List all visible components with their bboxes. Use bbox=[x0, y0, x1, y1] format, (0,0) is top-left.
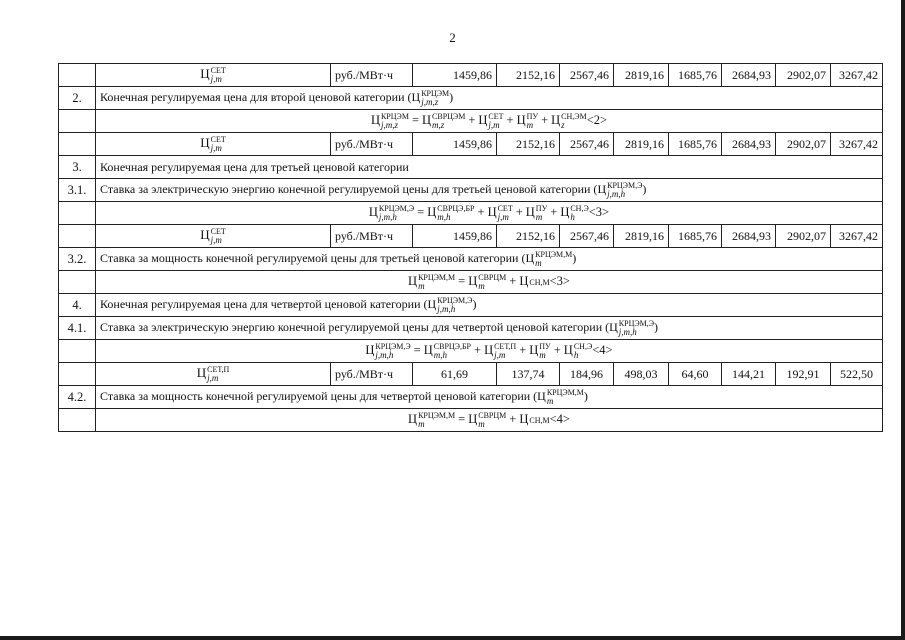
math-symbol bbox=[526, 204, 547, 222]
table-row bbox=[59, 179, 883, 202]
plus-sign: + bbox=[474, 342, 482, 357]
symbol-cell bbox=[96, 363, 331, 386]
symbol-superscript: СВРЦЭМ bbox=[432, 112, 466, 121]
section-title-cell bbox=[96, 87, 883, 110]
symbol-subscript: z bbox=[561, 120, 565, 130]
row-number-cell bbox=[59, 110, 96, 133]
price-value-cell: 2819,16 bbox=[614, 133, 669, 156]
symbol-base: Ц bbox=[519, 273, 529, 288]
row-number-cell: 3. bbox=[59, 156, 96, 179]
symbol-indices bbox=[529, 416, 549, 425]
symbol-cell bbox=[96, 225, 331, 248]
row-number-cell: 3.1. bbox=[59, 179, 96, 202]
plus-sign: + bbox=[553, 342, 561, 357]
symbol-superscript: КРЦЭМ,М bbox=[418, 273, 456, 282]
section-title-text: Конечная регулируемая цена для третьей ценовой категории bbox=[100, 159, 409, 174]
symbol-base: Ц bbox=[478, 112, 488, 127]
table-row bbox=[59, 64, 883, 87]
math-symbol bbox=[551, 112, 587, 130]
symbol-cell bbox=[96, 64, 331, 87]
unit-cell: руб./МВт·ч bbox=[331, 363, 413, 386]
price-value-cell: 2902,07 bbox=[776, 133, 831, 156]
table-row bbox=[59, 87, 883, 110]
symbol-subscript: j,m,h bbox=[618, 327, 637, 337]
symbol-base: Ц bbox=[200, 134, 210, 150]
math-symbol bbox=[369, 204, 414, 222]
symbol-base: Ц bbox=[525, 204, 535, 219]
formula-reference: <4> bbox=[592, 342, 613, 357]
symbol-indices bbox=[527, 112, 538, 130]
price-value-cell: 498,03 bbox=[614, 363, 669, 386]
price-value-cell: 2567,46 bbox=[560, 225, 614, 248]
section-title-text: Ставка за мощность конечной регулируемой цены для третьей ценовой категории ( bbox=[100, 250, 526, 265]
math-symbol bbox=[408, 273, 455, 291]
symbol-subscript: j,m,h bbox=[378, 212, 397, 222]
symbol-superscript: КРЦЭМ,Э bbox=[607, 181, 643, 190]
table-row bbox=[59, 202, 883, 225]
symbol-indices bbox=[211, 227, 226, 245]
symbol-base: Ц bbox=[411, 89, 421, 104]
symbol-superscript: КРЦЭМ,М bbox=[418, 411, 456, 420]
plus-sign: + bbox=[477, 204, 485, 219]
symbol-superscript: СВРЦМ bbox=[478, 273, 507, 282]
symbol-superscript: ПУ bbox=[539, 342, 551, 351]
price-value-cell: 2152,16 bbox=[497, 64, 560, 87]
symbol-superscript: СЕТ bbox=[210, 66, 226, 75]
symbol-indices bbox=[607, 181, 642, 199]
symbol-subscript: j,m,z bbox=[421, 97, 439, 107]
symbol-base: Ц bbox=[368, 204, 378, 219]
symbol-base: Ц bbox=[525, 250, 535, 265]
formula-reference: <3> bbox=[588, 204, 610, 219]
math-symbol bbox=[200, 227, 226, 245]
equals-sign: = bbox=[458, 273, 466, 288]
table-row bbox=[59, 294, 883, 317]
plus-sign: + bbox=[541, 112, 549, 127]
symbol-base: Ц bbox=[519, 411, 529, 426]
symbol-indices bbox=[561, 112, 587, 130]
symbol-subscript: m bbox=[478, 419, 485, 429]
formula-cell bbox=[96, 202, 883, 225]
symbol-superscript: СН,ЭМ bbox=[561, 112, 587, 121]
symbol-subscript: j,m bbox=[494, 350, 506, 360]
row-number-cell bbox=[59, 202, 96, 225]
symbol-indices bbox=[536, 204, 547, 222]
row-number-cell bbox=[59, 340, 96, 363]
symbol-base: Ц bbox=[484, 342, 494, 357]
symbol-subscript: j,m bbox=[210, 235, 222, 245]
unit-cell: руб./МВт·ч bbox=[331, 133, 413, 156]
formula-reference: <3> bbox=[549, 273, 570, 288]
price-value-cell: 2819,16 bbox=[614, 225, 669, 248]
symbol-superscript: СЕТ bbox=[497, 204, 513, 213]
price-value-cell: 3267,42 bbox=[831, 64, 883, 87]
symbol-base: Ц bbox=[468, 273, 478, 288]
row-number-cell: 4. bbox=[59, 294, 96, 317]
formula-cell bbox=[96, 110, 883, 133]
math-symbol bbox=[424, 342, 471, 360]
symbol-base: Ц bbox=[200, 226, 210, 242]
symbol-subscript: h bbox=[573, 350, 579, 360]
symbol-base: Ц bbox=[529, 342, 539, 357]
math-symbol bbox=[371, 112, 409, 130]
row-number-cell bbox=[59, 271, 96, 294]
symbol-indices bbox=[207, 365, 229, 383]
price-value-cell: 137,74 bbox=[497, 363, 560, 386]
price-value-cell: 3267,42 bbox=[831, 225, 883, 248]
table-row bbox=[59, 156, 883, 179]
symbol-subscript: m bbox=[546, 396, 554, 406]
symbol-base: Ц bbox=[423, 342, 433, 357]
symbol-subscript: m bbox=[418, 281, 425, 291]
symbol-indices bbox=[547, 388, 584, 406]
math-symbol bbox=[560, 204, 588, 222]
section-title-cell bbox=[96, 386, 883, 409]
symbol-base: Ц bbox=[427, 296, 437, 311]
row-number-cell: 4.1. bbox=[59, 317, 96, 340]
math-symbol bbox=[525, 250, 572, 268]
row-number-cell: 3.2. bbox=[59, 248, 96, 271]
symbol-base: Ц bbox=[427, 204, 437, 219]
symbol-superscript: КРЦЭМ,Э bbox=[437, 296, 473, 305]
symbol-superscript: КРЦЭМ bbox=[421, 89, 450, 98]
symbol-indices bbox=[619, 319, 654, 337]
equals-sign: = bbox=[458, 411, 466, 426]
symbol-indices bbox=[437, 296, 472, 314]
table-row bbox=[59, 386, 883, 409]
price-value-cell: 184,96 bbox=[560, 363, 614, 386]
section-title-tail: ) bbox=[654, 319, 659, 334]
table-row bbox=[59, 110, 883, 133]
symbol-superscript: КРЦЭМ,М bbox=[546, 388, 584, 397]
symbol-superscript: КРЦЭМ,М bbox=[535, 250, 573, 259]
symbol-indices bbox=[211, 66, 226, 84]
symbol-superscript: КРЦЭМ bbox=[380, 112, 409, 121]
price-value-cell: 2152,16 bbox=[497, 225, 560, 248]
table-row bbox=[59, 317, 883, 340]
symbol-indices bbox=[488, 112, 503, 130]
symbol-subscript: m bbox=[539, 350, 546, 360]
math-symbol bbox=[428, 296, 473, 314]
section-title-text: Конечная регулируемая цена для второй ценовой категории ( bbox=[100, 89, 412, 104]
symbol-subscript: m bbox=[535, 212, 543, 222]
symbol-indices bbox=[432, 112, 465, 130]
row-number-cell: 2. bbox=[59, 87, 96, 110]
symbol-indices bbox=[529, 278, 549, 287]
symbol-base: Ц bbox=[609, 319, 618, 334]
symbol-subscript: j,m,h bbox=[607, 189, 626, 199]
price-value-cell: 1459,86 bbox=[413, 64, 497, 87]
math-symbol bbox=[519, 274, 549, 289]
math-symbol bbox=[484, 342, 516, 360]
symbol-base: Ц bbox=[560, 204, 570, 219]
equals-sign: = bbox=[417, 204, 425, 219]
symbol-subscript: j,m bbox=[497, 212, 509, 222]
math-symbol bbox=[537, 388, 584, 406]
section-title-cell bbox=[96, 179, 883, 202]
symbol-subscript: m bbox=[526, 120, 534, 130]
math-symbol bbox=[517, 112, 538, 130]
symbol-superscript: ПУ bbox=[535, 204, 548, 213]
symbol-subscript: j,m,z bbox=[380, 120, 398, 130]
symbol-indices bbox=[574, 342, 592, 360]
unit-cell: руб./МВт·ч bbox=[331, 64, 413, 87]
equals-sign: = bbox=[411, 112, 419, 127]
symbol-subscript: m bbox=[418, 419, 425, 429]
symbol-superscript: СЕТ bbox=[210, 227, 226, 236]
symbol-base: Ц bbox=[563, 342, 573, 357]
math-symbol bbox=[519, 412, 549, 427]
symbol-superscript: СЕТ bbox=[488, 112, 504, 121]
section-title-tail: ) bbox=[449, 89, 454, 104]
formula-reference: <2> bbox=[586, 112, 608, 127]
table-row bbox=[59, 248, 883, 271]
tariff-table bbox=[58, 63, 883, 432]
table-row bbox=[59, 340, 883, 363]
symbol-indices bbox=[478, 411, 506, 429]
row-number-cell bbox=[59, 64, 96, 87]
price-value-cell: 522,50 bbox=[831, 363, 883, 386]
symbol-indices bbox=[211, 135, 226, 153]
symbol-indices bbox=[437, 204, 474, 222]
math-symbol bbox=[468, 273, 506, 291]
unit-cell: руб./МВт·ч bbox=[331, 225, 413, 248]
symbol-base: Ц bbox=[551, 112, 561, 127]
price-value-cell: 1685,76 bbox=[669, 133, 722, 156]
section-title-tail: ) bbox=[583, 388, 588, 403]
formula-cell bbox=[96, 271, 883, 294]
math-symbol bbox=[197, 365, 229, 383]
section-title-text: Ставка за мощность конечной регулируемой цены для четвертой ценовой категории ( bbox=[100, 388, 538, 403]
symbol-superscript: СН,Э bbox=[573, 342, 593, 351]
price-value-cell: 2819,16 bbox=[614, 64, 669, 87]
price-value-cell: 2684,93 bbox=[722, 133, 776, 156]
symbol-superscript: СН,М bbox=[529, 415, 550, 425]
price-value-cell: 144,21 bbox=[722, 363, 776, 386]
section-title-text: Ставка за электрическую энергию конечной регулируемой цены для четвертой ценовой категории ( bbox=[100, 319, 610, 334]
price-value-cell: 2902,07 bbox=[776, 225, 831, 248]
section-title-cell bbox=[96, 294, 883, 317]
price-value-cell: 2902,07 bbox=[776, 64, 831, 87]
math-symbol bbox=[408, 411, 455, 429]
equals-sign: = bbox=[413, 342, 421, 357]
symbol-base: Ц bbox=[200, 65, 210, 81]
symbol-indices bbox=[494, 342, 516, 360]
symbol-indices bbox=[478, 273, 506, 291]
symbol-subscript: j,m bbox=[210, 143, 222, 153]
row-number-cell bbox=[59, 409, 96, 432]
price-value-cell: 2567,46 bbox=[560, 133, 614, 156]
symbol-indices bbox=[418, 411, 455, 429]
symbol-subscript: j,m,h bbox=[437, 304, 456, 314]
symbol-superscript: СН,М bbox=[529, 277, 550, 287]
symbol-indices bbox=[498, 204, 513, 222]
math-symbol bbox=[478, 112, 503, 130]
math-symbol bbox=[412, 89, 450, 107]
price-value-cell: 2684,93 bbox=[722, 225, 776, 248]
formula-cell bbox=[96, 340, 883, 363]
plus-sign: + bbox=[550, 204, 558, 219]
symbol-subscript: m bbox=[535, 258, 542, 268]
formula-cell bbox=[96, 409, 883, 432]
symbol-superscript: СВРЦМ bbox=[478, 411, 507, 420]
symbol-subscript: m bbox=[478, 281, 485, 291]
plus-sign: + bbox=[509, 273, 517, 288]
symbol-base: Ц bbox=[408, 273, 418, 288]
symbol-indices bbox=[539, 342, 550, 360]
section-title-tail: ) bbox=[472, 296, 477, 311]
section-title-text: Ставка за электрическую энергию конечной регулируемой цены для третьей ценовой категории ( bbox=[100, 181, 598, 196]
section-title-tail: ) bbox=[642, 181, 647, 196]
math-symbol bbox=[200, 135, 226, 153]
symbol-base: Ц bbox=[370, 112, 380, 127]
price-value-cell: 192,91 bbox=[776, 363, 831, 386]
symbol-base: Ц bbox=[422, 112, 432, 127]
section-title-cell bbox=[96, 156, 883, 179]
price-value-cell: 1459,86 bbox=[413, 225, 497, 248]
math-symbol bbox=[200, 66, 226, 84]
scan-edge-right bbox=[901, 0, 905, 640]
math-symbol bbox=[427, 204, 474, 222]
math-symbol bbox=[529, 342, 550, 360]
row-number-cell bbox=[59, 225, 96, 248]
plus-sign: + bbox=[468, 112, 476, 127]
plus-sign: + bbox=[519, 342, 527, 357]
price-value-cell: 61,69 bbox=[413, 363, 497, 386]
symbol-indices bbox=[421, 89, 449, 107]
plus-sign: + bbox=[506, 112, 514, 127]
symbol-base: Ц bbox=[408, 411, 418, 426]
math-symbol bbox=[609, 319, 654, 337]
symbol-subscript: m,h bbox=[433, 350, 448, 360]
price-value-cell: 64,60 bbox=[669, 363, 722, 386]
symbol-indices bbox=[375, 342, 410, 360]
math-symbol bbox=[468, 411, 506, 429]
symbol-subscript: j,m,h bbox=[375, 350, 394, 360]
symbol-base: Ц bbox=[196, 364, 207, 380]
symbol-superscript: СВРЦЭ,БР bbox=[433, 342, 471, 351]
price-value-cell: 1685,76 bbox=[669, 225, 722, 248]
symbol-superscript: ПУ bbox=[526, 112, 539, 121]
symbol-indices bbox=[381, 112, 409, 130]
symbol-subscript: h bbox=[570, 212, 575, 222]
section-title-tail: ) bbox=[572, 250, 577, 265]
symbol-base: Ц bbox=[468, 411, 478, 426]
table-row bbox=[59, 363, 883, 386]
symbol-subscript: j,m bbox=[488, 120, 500, 130]
price-value-cell: 2152,16 bbox=[497, 133, 560, 156]
price-value-cell: 3267,42 bbox=[831, 133, 883, 156]
page-number: 2 bbox=[449, 30, 456, 45]
row-number-cell bbox=[59, 133, 96, 156]
math-symbol bbox=[488, 204, 513, 222]
symbol-base: Ц bbox=[365, 342, 375, 357]
symbol-superscript: КРЦЭМ,Э bbox=[378, 204, 415, 213]
row-number-cell: 4.2. bbox=[59, 386, 96, 409]
symbol-subscript: j,m bbox=[207, 373, 219, 383]
symbol-superscript: КРЦЭМ,Э bbox=[375, 342, 411, 351]
scan-edge-bottom bbox=[0, 636, 905, 640]
section-title-cell bbox=[96, 317, 883, 340]
symbol-indices bbox=[535, 250, 572, 268]
symbol-cell bbox=[96, 133, 331, 156]
symbol-indices bbox=[379, 204, 414, 222]
price-value-cell: 2684,93 bbox=[722, 64, 776, 87]
row-number-cell bbox=[59, 363, 96, 386]
table-row bbox=[59, 133, 883, 156]
symbol-base: Ц bbox=[487, 204, 497, 219]
price-value-cell: 1685,76 bbox=[669, 64, 722, 87]
symbol-indices bbox=[418, 273, 455, 291]
symbol-superscript: СВРЦЭ,БР bbox=[437, 204, 475, 213]
plus-sign: + bbox=[509, 411, 517, 426]
table-row bbox=[59, 225, 883, 248]
symbol-indices bbox=[570, 204, 588, 222]
symbol-base: Ц bbox=[537, 388, 546, 403]
symbol-superscript: СН,Э bbox=[570, 204, 589, 213]
symbol-superscript: СЕТ bbox=[210, 135, 226, 144]
section-title-cell bbox=[96, 248, 883, 271]
math-symbol bbox=[365, 342, 410, 360]
table-row bbox=[59, 271, 883, 294]
formula-reference: <4> bbox=[549, 411, 570, 426]
symbol-superscript: КРЦЭМ,Э bbox=[618, 319, 655, 328]
math-symbol bbox=[422, 112, 465, 130]
table-row bbox=[59, 409, 883, 432]
symbol-indices bbox=[434, 342, 471, 360]
symbol-superscript: СЕТ,П bbox=[494, 342, 517, 351]
math-symbol bbox=[564, 342, 592, 360]
math-symbol bbox=[597, 181, 642, 199]
plus-sign: + bbox=[515, 204, 523, 219]
section-title-text: Конечная регулируемая цена для четвертой ценовой категории ( bbox=[100, 296, 428, 311]
price-value-cell: 2567,46 bbox=[560, 64, 614, 87]
symbol-subscript: m,z bbox=[432, 120, 445, 130]
symbol-subscript: m,h bbox=[437, 212, 451, 222]
symbol-subscript: j,m bbox=[210, 74, 222, 84]
price-value-cell: 1459,86 bbox=[413, 133, 497, 156]
symbol-base: Ц bbox=[516, 112, 526, 127]
symbol-superscript: СЕТ,П bbox=[207, 365, 230, 374]
symbol-base: Ц bbox=[597, 181, 607, 196]
